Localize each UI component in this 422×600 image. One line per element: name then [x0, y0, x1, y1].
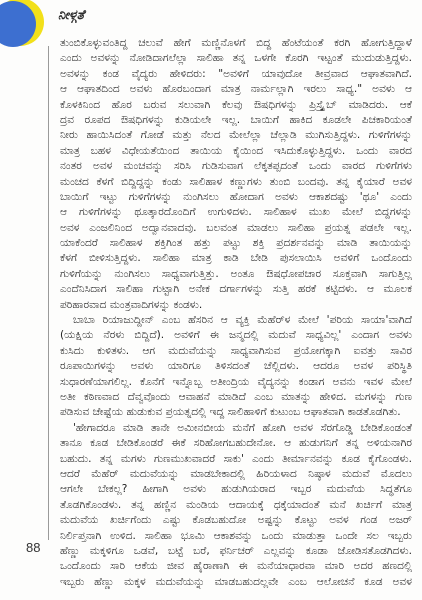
text-line: (ಯಕ್ಷಿಯ ನೆರಳು ಬಿದ್ದಿದೆ). ಅವಳಿಗೆ ಈ ಜನ್ಮದಲ್ಲಿ ಮದುವೆ ಸಾಧ್ಯವಿಲ್ಲ' ಎಂದಾಗ ಅವಳು [60, 329, 412, 342]
text-line: ಬಾಯಿಗೆ ಇಟ್ಟು ಗುಳಿಗೆಗಳನ್ನು ನುಂಗಿಸಲು ಹೋದಾಗ ಅವಳು ಆಕಾಶದಷ್ಟು 'ಥೂ' ಎಂದು [60, 190, 412, 203]
text-line: ಪರಿಹಾರವಾದ ಮಂತ್ರವಾದಿಗಳನ್ನು ಕಂಡಳು. [60, 298, 203, 311]
paragraph [60, 313, 412, 421]
paragraph [60, 421, 412, 590]
text-line: ಕೆಳಗೆ ಬೀಳಿಸುತ್ತಿದ್ದಳು. ಸಾಲಿಹಾ ಮಾತ್ರ ಕಾಡಿ ಬೇಡಿ ಪುಸಲಾಯಿಸಿ ಅವಳಿಗೆ ಒಂದೊಂದು [60, 252, 412, 265]
text-line: ಯಾಕೆಂದರೆ ಸಾಲಿಹಾಳ ಶಕ್ತಿಗಿಂತ ಹತ್ತು ಪಟ್ಟು ಶಕ್ತಿ ಪ್ರದರ್ಶನವನ್ನು ಮಾಡಿ ತಾಯಿಯನ್ನು [60, 237, 412, 250]
text-line: ಕೊಳಕಿನಿಂದ ಹೊರ ಬರುವ ಸಲುವಾಗಿ ಕೆಲವು ಔಷಧಿಗಳನ್ನು ಪ್ರಿಸ್ಕ್ರೈಬ್ ಮಾಡಿದರು. ಆಕೆ [60, 98, 412, 111]
text-line: ಆದರೆ ಮೆಹೆರ್ ಮದುವೆಯನ್ನು ಮಾಡಬೇಕಾದಲ್ಲಿ ಹಿರಿಯಳಾದ ನಿಷ್ಠಾಳ ಮದುವೆ ಮೊದಲು [60, 467, 412, 480]
text-line: ಗುಳಿಗೆಯನ್ನು ನುಂಗಿಸಲು ಸಾಧ್ಯವಾಗುತ್ತಿತ್ತು. ಅಂತೂ ಔಷಧೋಪಚಾರ ಸೂಕ್ತವಾಗಿ ಸಾಗುತ್ತಿಲ್ಲ [60, 267, 412, 280]
text-line: ಹೆಣ್ಣು ಮಕ್ಕಳಿಗೂ ಒಡವೆ, ಬಟ್ಟೆ ಬರೆ, ಫರ್ನಿಚರ್ ಎಲ್ಲವನ್ನು ಕೂಡಾ ಜೋಡಿಸತೊಡಗಿದಳು. [60, 544, 412, 557]
text-line: 'ಹೇಗಾದರೂ ಮಾಡಿ ತಾನೇ ಅಮೀನಬೀಯ ಮನೆಗೆ ಹೋಗಿ ಅವಳ ಸೆರಗೊಡ್ಡಿ ಬೇಡಿಕೊಂಡಂತೆ [73, 421, 412, 434]
story-text [60, 36, 412, 590]
text-line: ಒಂದೊಂದು ಸಾರಿ ಆಕೆಯ ಜೀವ ಹೈರಾಣಾಗಿ ಈ ಮನೆಯಾಧಾರವಾ ಮಾರಿ ಅದರ ಹಣದಲ್ಲಿ [60, 560, 412, 573]
text-line: ಸುಧಾರಣೆಯಾಗಲಿಲ್ಲ. ಕೊನೆಗೆ ಇನ್ನೊಬ್ಬ ಅತೀಂದ್ರಿಯ ವೈದ್ಯನನ್ನು ಕಂಡಾಗ ಅವನು ಇವಳ ಮೇಲೆ [60, 375, 412, 388]
text-line: ಎಂದೆನಿಸಿದಾಗ ಸಾಲಿಹಾ ಗುಟ್ಟಾಗಿ ಅನೇಕ ದರ್ಗಾಗಳನ್ನು ಸುತ್ತಿ ಹರಕೆ ಕಟ್ಟಿದಳು. ಆ ಮೂಲಕ [60, 283, 412, 296]
page-number: 88 [26, 540, 41, 555]
text-line: ಆ ಗುಳಿಗೆಗಳನ್ನು ಥೂತ್ಕಾರದೊಂದಿಗೆ ಉಗುಳಿದಳು. ಸಾಲಿಹಾಳ ಮುಖ ಮೇಲೆ ಬಿದ್ದಗಳನ್ನು [60, 206, 412, 219]
text-line: ಬಹುದು. ತನ್ನ ಮಗಳು ಗುಣಮುಖವಾದರೆ ಸಾಕು' ಎಂದು ತೀರ್ಮಾನವನ್ನು ಕೂಡ ಕೈಗೊಂಡಳು. [60, 452, 412, 465]
text-line: ಬಾಬಾ ರಿಯಾಜುದ್ದೀನ್ ಎಂಬ ಹೆಸರಿನ ಆ ವ್ಯಕ್ತಿ ಮೆಹೆರ್‌ಳ ಮೇಲೆ 'ಪರಿಯ ಸಾಯಾ'ವಾಗಿದೆ [73, 314, 412, 327]
text-line: ತುಂಬಿಕೊಳ್ಳುವಂತಿದ್ದ ಚಲುವೆ ಹೇಗೆ ಮಣ್ಣಿನೊಳಗೆ ಬಿದ್ದ ಹೆಂಟೆಯಂತೆ ಕರಗಿ ಹೋಗುತ್ತಿದ್ದಾಳೆ [60, 37, 412, 49]
text-line: ತೊಡಗಿಕೊಂಡಳು. ತನ್ನ ಹಣ್ಣಿನ ಮಂಡಿಯ ಆದಾಯಕ್ಕೆ ಧಕ್ಕೆಯಾದಂತೆ ಮನೆ ಖರ್ಚಿಗೆ ಮಾತ್ರ [60, 498, 412, 511]
text-line: ರೂಪಾಯಿಗಳನ್ನು ಅವಳು ಯಾರಿಗೂ ತಿಳಿಸದಂತೆ ಚೆಲ್ಲಿದಳು. ಆದರೂ ಅವಳ ಪರಿಸ್ಥಿತಿ [60, 360, 412, 373]
text-line: ನಂತರ ಅವಳ ಮಂಚವನ್ನು ಸರಿಸಿ ಗುಡಿಸುವಾಗ ಲೆಕ್ಕತಪ್ಪದಂತೆ ಒಂದು ವಾರದ ಗುಳಿಗೆಗಳು [60, 160, 412, 173]
text-line: ಎಂದು ಅವಳನ್ನು ನೋಡಿದಾಗಲೆಲ್ಲಾ ಸಾಲಿಹಾ ತನ್ನ ಒಳಗೇ ಕೊರಗಿ ಇಟ್ಟಂತೆ ಮುದುಡುತ್ತಿದ್ದಳು. [60, 52, 412, 65]
text-line: ಮಂಚದ ಕೆಳಗೆ ಬಿದ್ದಿದ್ದನ್ನು ಕಂಡು ಸಾಲಿಹಾಳ ಕಣ್ಣುಗಳು ತುಂಬಿ ಬಂದವು. ತನ್ನ ಕೈಯಾರೆ ಅವಳ [60, 175, 412, 188]
text-line: ಮದುವೆಯ ಖರ್ಚಿಗೆಂದು ಎಷ್ಟು ಕೊಡಬಹುದೋ ಅಷ್ಟನ್ನು ಕೊಟ್ಟು ಅವಳ ಗಂಡ ಅಜರ್ [60, 514, 412, 527]
text-line: ಅವಳ ಎಂಜಲಿನಿಂದ ಅದ್ವಾನವಾದವು. ಬಲವಂತ ಮಾಡಲು ಸಾಲಿಹಾ ಪ್ರಯತ್ನ ಪಡಲೇ ಇಲ್ಲ. [60, 221, 412, 234]
paragraph [60, 36, 412, 313]
text-line: ಮಾತ್ರ ಬಹಳ ವಿಧೇಯತೆಯಿಂದ ತಾಯಿಯ ಕೈಯಿಂದ ಇಸಿದುಕೊಳ್ಳುತ್ತಿದ್ದಳು. ಒಂದು ವಾರದ [60, 144, 412, 157]
text-line: ಆ ಆಘಾತದಿಂದ ಅವಳು ಹೊರಬಂದಾಗ ಮಾತ್ರ ನಾರ್ಮಲ್ಲಾಗಿ ಇರಲು ಸಾಧ್ಯ." ಅವಳು ಆ [60, 83, 412, 96]
text-line: ಪಡಿಸುವ ಚೇಷ್ಟೆಯ ಹುಡುಕುವ ಪ್ರಯತ್ನದಲ್ಲಿ ಇದ್ದ ಸಾಲಿಹಾಳಿಗೆ ಕುಟುಂಬ ಆಘಾತವಾಗಿ ಕಾಡತೊಡಗಿತು. [60, 406, 401, 419]
text-line: ಆಗಲೇ ಬೇಕಲ್ಲ? ಹೀಗಾಗಿ ಅವಳು ಹುಡುಗಿಯರಾದ ಇಬ್ಬರ ಮದುವೆಯ ಸಿದ್ಧತೆಗೂ [60, 483, 412, 496]
text-line: ಕುಸಿದು ಕುಳಿತಳು. ಆಗ ಮದುವೆಯನ್ನು ಸಾಧ್ಯವಾಗಿಸುವ ಪ್ರಯೋಗಕ್ಕಾಗಿ ಐವತ್ತು ಸಾವಿರ [60, 344, 412, 357]
margin-rule [48, 46, 49, 540]
text-line: ನೀರು ಹಾಯಿಸಿದಂತೆ ಗೋಡೆ ಮತ್ತು ನೆಲದ ಮೇಲೆಲ್ಲಾ ಚೆಲ್ಲಾಡಿ ಮುಗಿಸುತ್ತಿದ್ದಳು. ಗುಳಿಗೆಗಳನ್ನು [60, 129, 412, 142]
text-line: ಅತೀ ಕಠಿಣವಾದ ದೆವ್ವವೊಂದು ಆವಾಹನೆ ಮಾಡಿದೆ ಎಂಬ ಮಾತನ್ನು ಹೇಳಿದ. ಮಗಳನ್ನು ಗುಣ [60, 390, 412, 403]
text-line: ಇಬ್ಬರು ಹೆಣ್ಣು ಮಕ್ಕಳ ಮದುವೆಯನ್ನು ಮಾಡಬಹುದಲ್ಲವೇ ಎಂಬ ಆಲೋಚನೆ ಕೂಡ ಅವಳ [60, 575, 412, 588]
circle-crescent-icon [0, 0, 60, 56]
section-title: ನೀಳ್ಗತೆ [58, 8, 85, 23]
text-line: ತಾನೂ ಕೂಡ ಬೇಡಿಕೊಂಡರೆ ಈಕೆ ಸರಿಹೋಗಬಹುದೇನೋ. ಆ ಹುಡುಗನಿಗೆ ತನ್ನ ಅಳಿಯನಾಗಿರ [60, 437, 412, 450]
text-line: ದ್ರವ ರೂಪದ ಔಷಧಿಗಳನ್ನು ಕುಡಿಯಲೇ ಇಲ್ಲ. ಬಾಯಿಗೆ ಹಾಕಿದ ಕೂಡಲೇ ಪಿಚಕಾರಿಯಂತೆ [60, 113, 412, 126]
text-line: ನಿರ್ಲಿಪ್ತನಾಗಿ ಉಳಿದ. ಸಾಲಿಹಾ ಭೂಮಿ ಆಕಾಶವನ್ನು ಒಂದು ಮಾಡುತ್ತಾ ಒಂದೇ ಸಲ ಇಬ್ಬರು [60, 529, 412, 542]
text-line: ಅವಳನ್ನು ಕಂಡ ವೈದ್ಯರು ಹೇಳಿದರು: "ಅವಳಿಗೆ ಯಾವುದೋ ತೀವ್ರವಾದ ಆಘಾತವಾಗಿದೆ. [60, 67, 412, 80]
